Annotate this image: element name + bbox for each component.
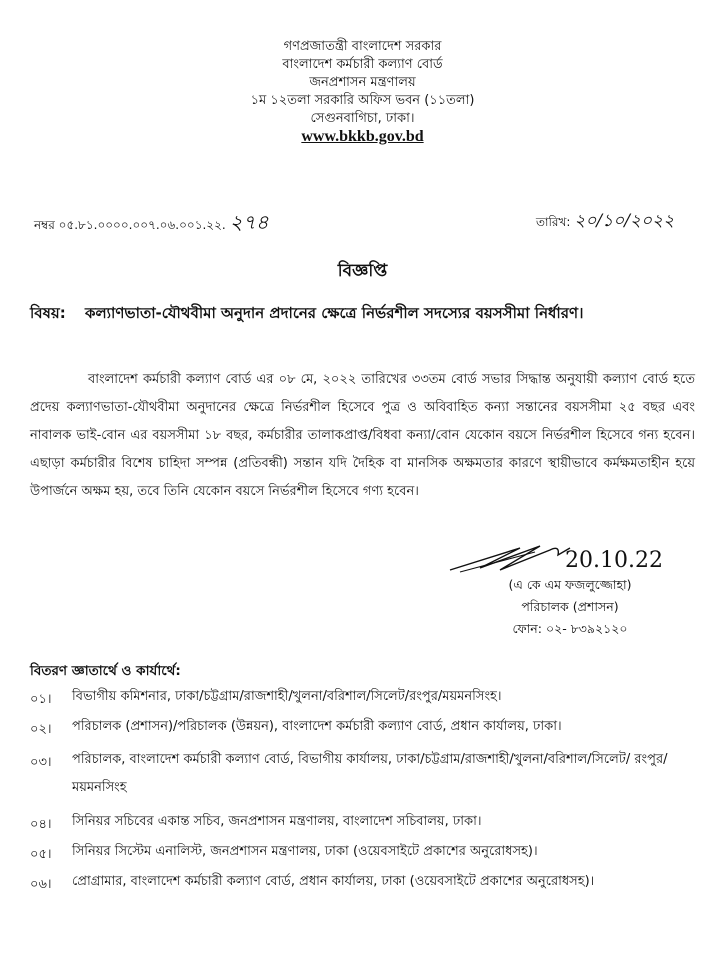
letterhead-website-row (0, 128, 725, 147)
distribution-item: পরিচালক (প্রশাসন)/পরিচালক (উন্নয়ন), বাংলাদেশ কর্মচারী কল্যাণ বোর্ড, প্রধান কার্যালয়, ঢাকা। (72, 719, 562, 734)
letterhead-government: গণপ্রজাতন্ত্রী বাংলাদেশ সরকার (283, 39, 442, 54)
memo-date-label: তারিখ: (536, 215, 571, 229)
distribution-item-number: ০৪। (30, 817, 52, 832)
subject-line (30, 302, 583, 327)
memo-number-handwritten: ২৭৪ (229, 210, 269, 234)
memo-number-label: নম্বর ০৫.৮১.০০০০.০০৭.০৬.০০১.২২. (34, 218, 226, 232)
memo-date-handwritten: ২০/১০/২০২২ (574, 211, 675, 231)
signatory-phone: ফোন: ০২- ৮৩৯২১২০ (512, 621, 628, 636)
distribution-item-number: ০৩। (30, 755, 52, 770)
letterhead-city: সেগুনবাগিচা, ঢাকা। (310, 111, 415, 126)
website-link[interactable]: www.bkkb.gov.bd (301, 128, 424, 145)
distribution-item: প্রোগ্রামার, বাংলাদেশ কর্মচারী কল্যাণ বোর্ড, প্রধান কার্যালয়, ঢাকা (ওয়েবসাইটে প্রকাশের অনুরোধসহ)। (72, 874, 595, 889)
letterhead-ministry: জনপ্রশাসন মন্ত্রণালয় (309, 75, 416, 90)
body-paragraph: বাংলাদেশ কর্মচারী কল্যাণ বোর্ড এর ০৮ মে, ২০২২ তারিখের ৩৩তম বোর্ড সভার সিদ্ধান্ত অনুযায়ী কল্যাণ বোর্ড হতে প্রদেয় কল্যাণভাতা-যৌথবীমা অনুদানের ক্ষেত্রে নির্ভরশীল হিসেবে পুত্র ও অবিবাহিত কন্যা সন্তানের বয়সসীমা ২৫ বছর এবং নাবালক ভাই-বোন এর বয়সসীমা ১৮ বছর, কর্মচারীর তালাকপ্রাপ্ত/বিধবা কন্যা/বোন যেকোন বয়সে নির্ভরশীল হিসেবে গন্য হবেন। এছাড়া কর্মচারীর বিশেষ চাহিদা সম্পন্ন (প্রতিবন্ধী) সন্তান যদি দৈহিক বা মানসিক অক্ষমতার কারণে স্থায়ীভাবে কর্মক্ষমতাহীন হয়ে উপার্জনে অক্ষম হয়, তবে তিনি যেকোন বয়সে নির্ভরশীল হিসেবে গণ্য হবেন। (30, 372, 695, 499)
distribution-item-number: ০৬। (30, 877, 52, 892)
memo-number (34, 208, 269, 241)
subject-label: বিষয়: (30, 304, 66, 322)
distribution-heading: বিতরণ জ্ঞাতার্থে ও কার্যার্থে: (30, 663, 181, 679)
distribution-item-number: ০২। (30, 722, 52, 737)
letterhead-board: বাংলাদেশ কর্মচারী কল্যাণ বোর্ড (282, 57, 443, 72)
distribution-item-number: ০৫। (30, 847, 52, 862)
distribution-item: পরিচালক, বাংলাদেশ কর্মচারী কল্যাণ বোর্ড, বিভাগীয় কার্যালয়, ঢাকা/চট্টগ্রাম/রাজশাহী/খুলনা/বরিশাল/সিলেট/ রংপুর/ ময়মনসিংহ (72, 752, 668, 795)
notice-title: বিজ্ঞপ্তি (337, 261, 388, 281)
signatory-name: (এ কে এম ফজলুজ্জোহা) (508, 577, 632, 592)
signature-date: 20.10.22 (565, 548, 663, 573)
memo-date (536, 208, 674, 236)
signatory-designation: পরিচালক (প্রশাসন) (521, 599, 619, 614)
distribution-item: সিনিয়র সচিবের একান্ত সচিব, জনপ্রশাসন মন্ত্রণালয়, বাংলাদেশ সচিবালয়, ঢাকা। (72, 814, 482, 829)
distribution-item: বিভাগীয় কমিশনার, ঢাকা/চট্টগ্রাম/রাজশাহী/খুলনা/বরিশাল/সিলেট/রংপুর/ময়মনসিংহ। (72, 689, 502, 704)
letterhead-address: ১ম ১২তলা সরকারি অফিস ভবন (১১তলা) (250, 93, 475, 108)
distribution-item: সিনিয়র সিস্টেম এনালিস্ট, জনপ্রশাসন মন্ত্রণালয়, ঢাকা (ওয়েবসাইটে প্রকাশের অনুরোধসহ)। (72, 844, 538, 859)
subject-text: কল্যাণভাতা-যৌথবীমা অনুদান প্রদানের ক্ষেত্রে নির্ভরশীল সদস্যের বয়সসীমা নির্ধারণ। (84, 304, 584, 322)
distribution-item-number: ০১। (30, 692, 52, 707)
